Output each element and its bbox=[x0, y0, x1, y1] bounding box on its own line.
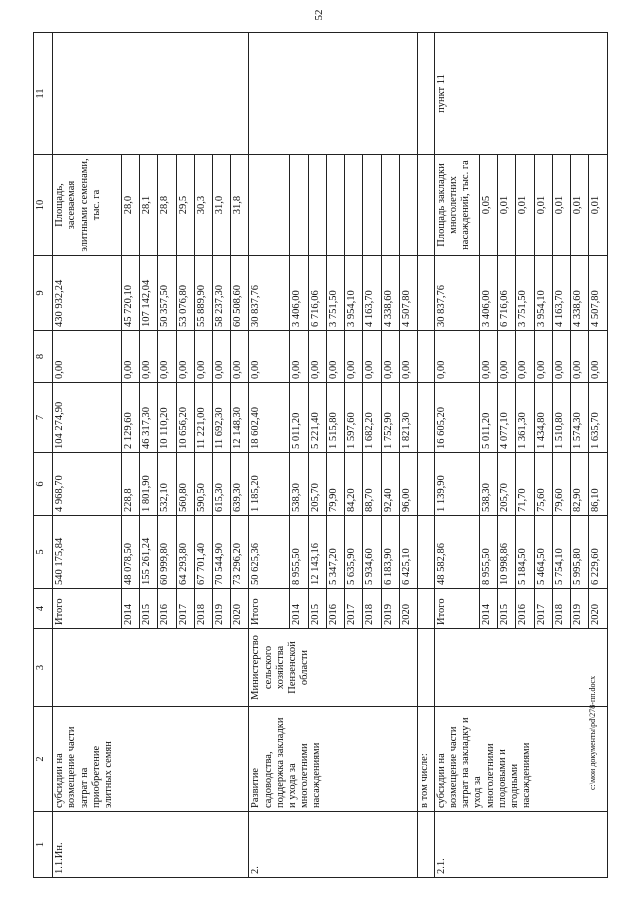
value-cell: 1 515,80 bbox=[326, 383, 344, 453]
header-cell: 5 bbox=[34, 516, 53, 589]
value-cell: 5 464,50 bbox=[534, 516, 552, 589]
value-cell: 3 406,00 bbox=[290, 256, 308, 331]
value-cell: 79,90 bbox=[326, 453, 344, 516]
section-name: субсидии на возмещение части затрат на приобретение элитных семян bbox=[53, 707, 249, 812]
empty-cell bbox=[418, 629, 435, 707]
value-cell: 3 954,10 bbox=[534, 256, 552, 331]
value-cell: 45 720,10 bbox=[121, 256, 139, 331]
value-cell: 228,8 bbox=[121, 453, 139, 516]
indicator-cell: 0,01 bbox=[498, 155, 516, 256]
indicator-cell bbox=[381, 155, 399, 256]
value-cell: 10 110,20 bbox=[158, 383, 176, 453]
value-cell: 2014 bbox=[290, 589, 308, 629]
value-cell: 0,00 bbox=[516, 331, 534, 383]
value-cell: 0,00 bbox=[345, 331, 363, 383]
indicator-cell: 29,5 bbox=[176, 155, 194, 256]
value-cell: 0,00 bbox=[121, 331, 139, 383]
value-cell: 538,30 bbox=[479, 453, 497, 516]
value-cell: 5 754,10 bbox=[552, 516, 570, 589]
empty-cell bbox=[418, 331, 435, 383]
responsible-org bbox=[53, 629, 249, 707]
value-cell: 2015 bbox=[498, 589, 516, 629]
header-cell: 1 bbox=[34, 812, 53, 878]
empty-cell bbox=[418, 155, 435, 256]
value-cell: 1 752,90 bbox=[381, 383, 399, 453]
value-cell: 0,00 bbox=[249, 331, 290, 383]
table-row bbox=[435, 33, 480, 878]
value-cell: 12 148,30 bbox=[231, 383, 249, 453]
section-number: 2. bbox=[249, 812, 418, 878]
value-cell: 1 635,70 bbox=[589, 383, 608, 453]
value-cell: 2017 bbox=[534, 589, 552, 629]
value-cell: 0,00 bbox=[498, 331, 516, 383]
value-cell: 1 185,20 bbox=[249, 453, 290, 516]
indicator-cell bbox=[345, 155, 363, 256]
value-cell: 1 597,60 bbox=[345, 383, 363, 453]
value-cell: 4 507,80 bbox=[589, 256, 608, 331]
header-row bbox=[34, 33, 53, 878]
indicator-cell: 0,01 bbox=[516, 155, 534, 256]
value-cell: 4 338,60 bbox=[381, 256, 399, 331]
value-cell: Итого bbox=[53, 589, 121, 629]
value-cell: 3 954,10 bbox=[345, 256, 363, 331]
value-cell: 6 425,10 bbox=[399, 516, 417, 589]
value-cell: 2018 bbox=[363, 589, 381, 629]
value-cell: 0,00 bbox=[53, 331, 121, 383]
value-cell: 2014 bbox=[121, 589, 139, 629]
header-cell: 4 bbox=[34, 589, 53, 629]
value-cell: 205,70 bbox=[308, 453, 326, 516]
budget-table bbox=[33, 32, 608, 878]
footer-path: c:\мои документы\pd\278-пп.docx bbox=[588, 675, 597, 790]
value-cell: 0,00 bbox=[290, 331, 308, 383]
value-cell: 2014 bbox=[479, 589, 497, 629]
note-cell: пункт 11 bbox=[435, 33, 608, 155]
value-cell: 155 261,24 bbox=[140, 516, 158, 589]
value-cell: 0,00 bbox=[552, 331, 570, 383]
value-cell: 4 077,10 bbox=[498, 383, 516, 453]
value-cell: 50 357,50 bbox=[158, 256, 176, 331]
value-cell: 5 347,20 bbox=[326, 516, 344, 589]
value-cell: 2019 bbox=[571, 589, 589, 629]
value-cell: 0,00 bbox=[194, 331, 212, 383]
value-cell: 2 129,60 bbox=[121, 383, 139, 453]
responsible-org: Министерство сельского хозяйства Пензенской области bbox=[249, 629, 418, 707]
value-cell: 0,00 bbox=[308, 331, 326, 383]
empty-cell bbox=[418, 33, 435, 155]
value-cell: Итого bbox=[249, 589, 290, 629]
indicator-cell bbox=[290, 155, 308, 256]
section-row bbox=[418, 33, 435, 878]
value-cell: 0,00 bbox=[399, 331, 417, 383]
value-cell: 540 175,84 bbox=[53, 516, 121, 589]
value-cell: 538,30 bbox=[290, 453, 308, 516]
empty-cell bbox=[418, 589, 435, 629]
value-cell: 560,80 bbox=[176, 453, 194, 516]
value-cell: 53 076,80 bbox=[176, 256, 194, 331]
value-cell: Итого bbox=[435, 589, 480, 629]
value-cell: 5 995,80 bbox=[571, 516, 589, 589]
value-cell: 48 582,86 bbox=[435, 516, 480, 589]
value-cell: 16 605,20 bbox=[435, 383, 480, 453]
value-cell: 75,60 bbox=[534, 453, 552, 516]
value-cell: 8 955,50 bbox=[290, 516, 308, 589]
value-cell: 86,10 bbox=[589, 453, 608, 516]
empty-cell bbox=[418, 516, 435, 589]
indicator-cell: 0,01 bbox=[589, 155, 608, 256]
value-cell: 0,00 bbox=[212, 331, 230, 383]
value-cell: 50 625,36 bbox=[249, 516, 290, 589]
value-cell: 639,30 bbox=[231, 453, 249, 516]
header-cell: 11 bbox=[34, 33, 53, 155]
value-cell: 92,40 bbox=[381, 453, 399, 516]
section-name: Развитие садоводства, поддержка закладки и ухода за многолетними насаждениями bbox=[249, 707, 418, 812]
value-cell: 0,00 bbox=[381, 331, 399, 383]
value-cell: 1 510,80 bbox=[552, 383, 570, 453]
indicator-cell bbox=[249, 155, 290, 256]
value-cell: 615,30 bbox=[212, 453, 230, 516]
value-cell: 60 508,60 bbox=[231, 256, 249, 331]
value-cell: 4 968,70 bbox=[53, 453, 121, 516]
value-cell: 58 237,30 bbox=[212, 256, 230, 331]
value-cell: 0,00 bbox=[571, 331, 589, 383]
value-cell: 11 221,00 bbox=[194, 383, 212, 453]
value-cell: 73 296,20 bbox=[231, 516, 249, 589]
value-cell: 70 544,90 bbox=[212, 516, 230, 589]
value-cell: 60 999,80 bbox=[158, 516, 176, 589]
value-cell: 82,90 bbox=[571, 453, 589, 516]
value-cell: 1 801,90 bbox=[140, 453, 158, 516]
indicator-cell: Площадь закладки многолетних насаждений, тыс. га bbox=[435, 155, 480, 256]
value-cell: 30 837,76 bbox=[249, 256, 290, 331]
value-cell: 2019 bbox=[212, 589, 230, 629]
note-cell bbox=[249, 33, 418, 155]
value-cell: 67 701,40 bbox=[194, 516, 212, 589]
section-number: 2.1. bbox=[435, 812, 608, 878]
value-cell: 18 602,40 bbox=[249, 383, 290, 453]
value-cell: 3 406,00 bbox=[479, 256, 497, 331]
value-cell: 6 183,90 bbox=[381, 516, 399, 589]
indicator-cell: 30,3 bbox=[194, 155, 212, 256]
value-cell: 107 142,04 bbox=[140, 256, 158, 331]
value-cell: 0,00 bbox=[363, 331, 381, 383]
value-cell: 0,00 bbox=[176, 331, 194, 383]
header-cell: 10 bbox=[34, 155, 53, 256]
page-number: 52 bbox=[313, 9, 325, 21]
table-row bbox=[53, 33, 121, 878]
value-cell: 88,70 bbox=[363, 453, 381, 516]
value-cell: 4 163,70 bbox=[552, 256, 570, 331]
empty-cell bbox=[418, 256, 435, 331]
value-cell: 104 274,90 bbox=[53, 383, 121, 453]
value-cell: 6 229,60 bbox=[589, 516, 608, 589]
indicator-cell bbox=[399, 155, 417, 256]
section-name: в том числе: bbox=[418, 707, 435, 812]
indicator-cell: 28,0 bbox=[121, 155, 139, 256]
value-cell: 71,70 bbox=[516, 453, 534, 516]
indicator-cell bbox=[363, 155, 381, 256]
value-cell: 0,00 bbox=[534, 331, 552, 383]
value-cell: 5 184,50 bbox=[516, 516, 534, 589]
value-cell: 0,00 bbox=[140, 331, 158, 383]
value-cell: 2020 bbox=[399, 589, 417, 629]
value-cell: 8 955,50 bbox=[479, 516, 497, 589]
value-cell: 5 635,90 bbox=[345, 516, 363, 589]
value-cell: 5 011,20 bbox=[290, 383, 308, 453]
value-cell: 5 934,60 bbox=[363, 516, 381, 589]
value-cell: 10 998,86 bbox=[498, 516, 516, 589]
value-cell: 1 574,30 bbox=[571, 383, 589, 453]
value-cell: 1 821,30 bbox=[399, 383, 417, 453]
value-cell: 46 317,30 bbox=[140, 383, 158, 453]
value-cell: 3 751,50 bbox=[326, 256, 344, 331]
value-cell: 2016 bbox=[158, 589, 176, 629]
value-cell: 6 716,06 bbox=[308, 256, 326, 331]
value-cell: 11 692,30 bbox=[212, 383, 230, 453]
rotated-table-container bbox=[33, 33, 608, 878]
value-cell: 2015 bbox=[308, 589, 326, 629]
value-cell: 205,70 bbox=[498, 453, 516, 516]
indicator-cell: 28,1 bbox=[140, 155, 158, 256]
value-cell: 84,20 bbox=[345, 453, 363, 516]
value-cell: 10 656,20 bbox=[176, 383, 194, 453]
empty-cell bbox=[418, 453, 435, 516]
value-cell: 532,10 bbox=[158, 453, 176, 516]
value-cell: 590,50 bbox=[194, 453, 212, 516]
value-cell: 2015 bbox=[140, 589, 158, 629]
value-cell: 4 163,70 bbox=[363, 256, 381, 331]
empty-cell bbox=[418, 383, 435, 453]
value-cell: 64 293,80 bbox=[176, 516, 194, 589]
value-cell: 12 143,16 bbox=[308, 516, 326, 589]
value-cell: 30 837,76 bbox=[435, 256, 480, 331]
header-cell: 7 bbox=[34, 383, 53, 453]
value-cell: 2016 bbox=[516, 589, 534, 629]
value-cell: 0,00 bbox=[231, 331, 249, 383]
value-cell: 2020 bbox=[231, 589, 249, 629]
value-cell: 4 338,60 bbox=[571, 256, 589, 331]
value-cell: 430 932,24 bbox=[53, 256, 121, 331]
value-cell: 0,00 bbox=[326, 331, 344, 383]
header-cell: 2 bbox=[34, 707, 53, 812]
indicator-cell: 0,01 bbox=[552, 155, 570, 256]
value-cell: 4 507,80 bbox=[399, 256, 417, 331]
value-cell: 1 139,90 bbox=[435, 453, 480, 516]
value-cell: 2017 bbox=[176, 589, 194, 629]
header-cell: 8 bbox=[34, 331, 53, 383]
value-cell: 55 889,90 bbox=[194, 256, 212, 331]
indicator-cell: Площадь, засеваемая элитными семенами, тыс. га bbox=[53, 155, 121, 256]
indicator-cell: 0,01 bbox=[534, 155, 552, 256]
note-cell bbox=[53, 33, 249, 155]
responsible-org bbox=[435, 629, 608, 707]
value-cell: 2016 bbox=[326, 589, 344, 629]
value-cell: 2018 bbox=[552, 589, 570, 629]
value-cell: 2018 bbox=[194, 589, 212, 629]
value-cell: 96,00 bbox=[399, 453, 417, 516]
value-cell: 0,00 bbox=[479, 331, 497, 383]
value-cell: 5 221,40 bbox=[308, 383, 326, 453]
value-cell: 0,00 bbox=[158, 331, 176, 383]
table-row bbox=[249, 33, 290, 878]
section-number: 1.1.Ин. bbox=[53, 812, 249, 878]
value-cell: 1 434,80 bbox=[534, 383, 552, 453]
value-cell: 1 682,20 bbox=[363, 383, 381, 453]
indicator-cell bbox=[308, 155, 326, 256]
value-cell: 2019 bbox=[381, 589, 399, 629]
indicator-cell: 31,8 bbox=[231, 155, 249, 256]
indicator-cell: 0,05 bbox=[479, 155, 497, 256]
indicator-cell: 28,8 bbox=[158, 155, 176, 256]
value-cell: 2020 bbox=[589, 589, 608, 629]
value-cell: 48 078,50 bbox=[121, 516, 139, 589]
value-cell: 0,00 bbox=[589, 331, 608, 383]
table-body bbox=[34, 33, 608, 878]
value-cell: 6 716,06 bbox=[498, 256, 516, 331]
indicator-cell bbox=[326, 155, 344, 256]
value-cell: 1 361,30 bbox=[516, 383, 534, 453]
value-cell: 3 751,50 bbox=[516, 256, 534, 331]
indicator-cell: 0,01 bbox=[571, 155, 589, 256]
indicator-cell: 31,0 bbox=[212, 155, 230, 256]
value-cell: 5 011,20 bbox=[479, 383, 497, 453]
section-number bbox=[418, 812, 435, 878]
section-name: субсидии на возмещение части затрат на закладку и уход за многолетними плодовыми и ягодными насаждениями bbox=[435, 707, 608, 812]
value-cell: 0,00 bbox=[435, 331, 480, 383]
value-cell: 79,60 bbox=[552, 453, 570, 516]
header-cell: 3 bbox=[34, 629, 53, 707]
value-cell: 2017 bbox=[345, 589, 363, 629]
header-cell: 6 bbox=[34, 453, 53, 516]
header-cell: 9 bbox=[34, 256, 53, 331]
